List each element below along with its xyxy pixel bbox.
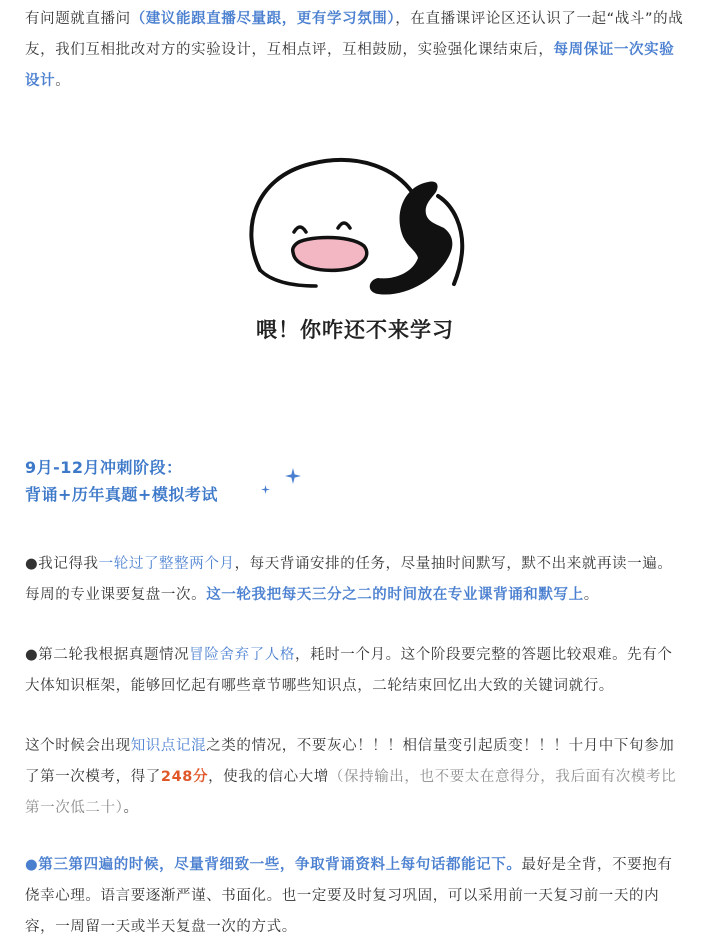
cartoon-face-phone-image xyxy=(232,140,478,310)
paragraph-highlight: 第三第四遍的时候，尽量背细致一些，争取背诵资料上每句话都能记下。 xyxy=(38,857,522,873)
mock-exam-paragraph xyxy=(25,731,687,824)
intro-text: 。 xyxy=(55,73,71,89)
section-heading-line2: 背诵+历年真题+模拟考试 xyxy=(25,485,218,504)
reminder-sticker xyxy=(232,140,478,370)
paragraph-text: 这个时候会出现 xyxy=(25,738,131,754)
paragraph-highlight: 知识点记混 xyxy=(130,738,207,754)
paragraph-highlight: 一轮过了整整两个月 xyxy=(98,556,235,572)
section-heading-line1: 9月-12月冲刺阶段： xyxy=(25,458,183,477)
intro-highlight: 每周保证一次实验设计 xyxy=(25,42,675,89)
third-fourth-round-paragraph xyxy=(25,850,687,943)
paragraph-text: 最好是全背，不要抱有侥幸心理。语言要逐渐严谨、书面化。也一定要及时复习巩固，可以采用前一天复习前一天的内容，一周留一天或半天复盘一次的方式。 xyxy=(25,857,673,935)
intro-highlight: （建议能跟直播尽量跟，更有学习氛围） xyxy=(130,11,396,27)
sparkle-icon xyxy=(261,485,270,494)
sticker-caption: 喂！你咋还不来学习 xyxy=(256,318,454,342)
paragraph-highlight: 这一轮我把每天三分之二的时间放在专业课背诵和默写上 xyxy=(206,587,584,603)
paragraph-text: ●第二轮我根据真题情况 xyxy=(25,647,190,663)
paragraph-highlight: 冒险舍弃了人格 xyxy=(189,647,295,663)
paragraph-text: ●我记得我 xyxy=(25,556,99,572)
paragraph-text: ，耗时一个月。这个阶段要完整的答题比较艰难。先有个大体知识框架，能够回忆起有哪些章节哪些知识点，二轮结束回忆出大致的关键词就行。 xyxy=(25,647,673,694)
paragraph-text: ，使我的信心大增 xyxy=(208,769,329,785)
second-round-paragraph xyxy=(25,640,687,702)
paragraph-aside: （保持输出，也不要太在意得分，我后面有次模考比第一次低二十） xyxy=(25,769,677,816)
paragraph-text: 之类的情况，不要灰心！！！相信量变引起质变！！！十月中下旬参加了第一次模考，得了 xyxy=(25,738,675,785)
paragraph-text: 。 xyxy=(583,587,599,603)
mock-exam-score: 248分 xyxy=(160,769,209,785)
bullet-mark: ● xyxy=(25,857,39,873)
intro-text: ，在直播课评论区还认识了一起“战斗”的战友，我们互相批改对方的实验设计，互相点评，互相鼓励，实验强化课结束后， xyxy=(25,11,684,58)
sparkle-icon xyxy=(285,468,301,484)
paragraph-text: ，每天背诵安排的任务，尽量抽时间默写，默不出来就再读一遍。每周的专业课要复盘一次。 xyxy=(25,556,673,603)
intro-paragraph xyxy=(25,4,687,97)
first-round-paragraph xyxy=(25,549,687,611)
paragraph-text: 。 xyxy=(123,800,139,816)
intro-text: 有问题就直播问 xyxy=(25,11,131,27)
